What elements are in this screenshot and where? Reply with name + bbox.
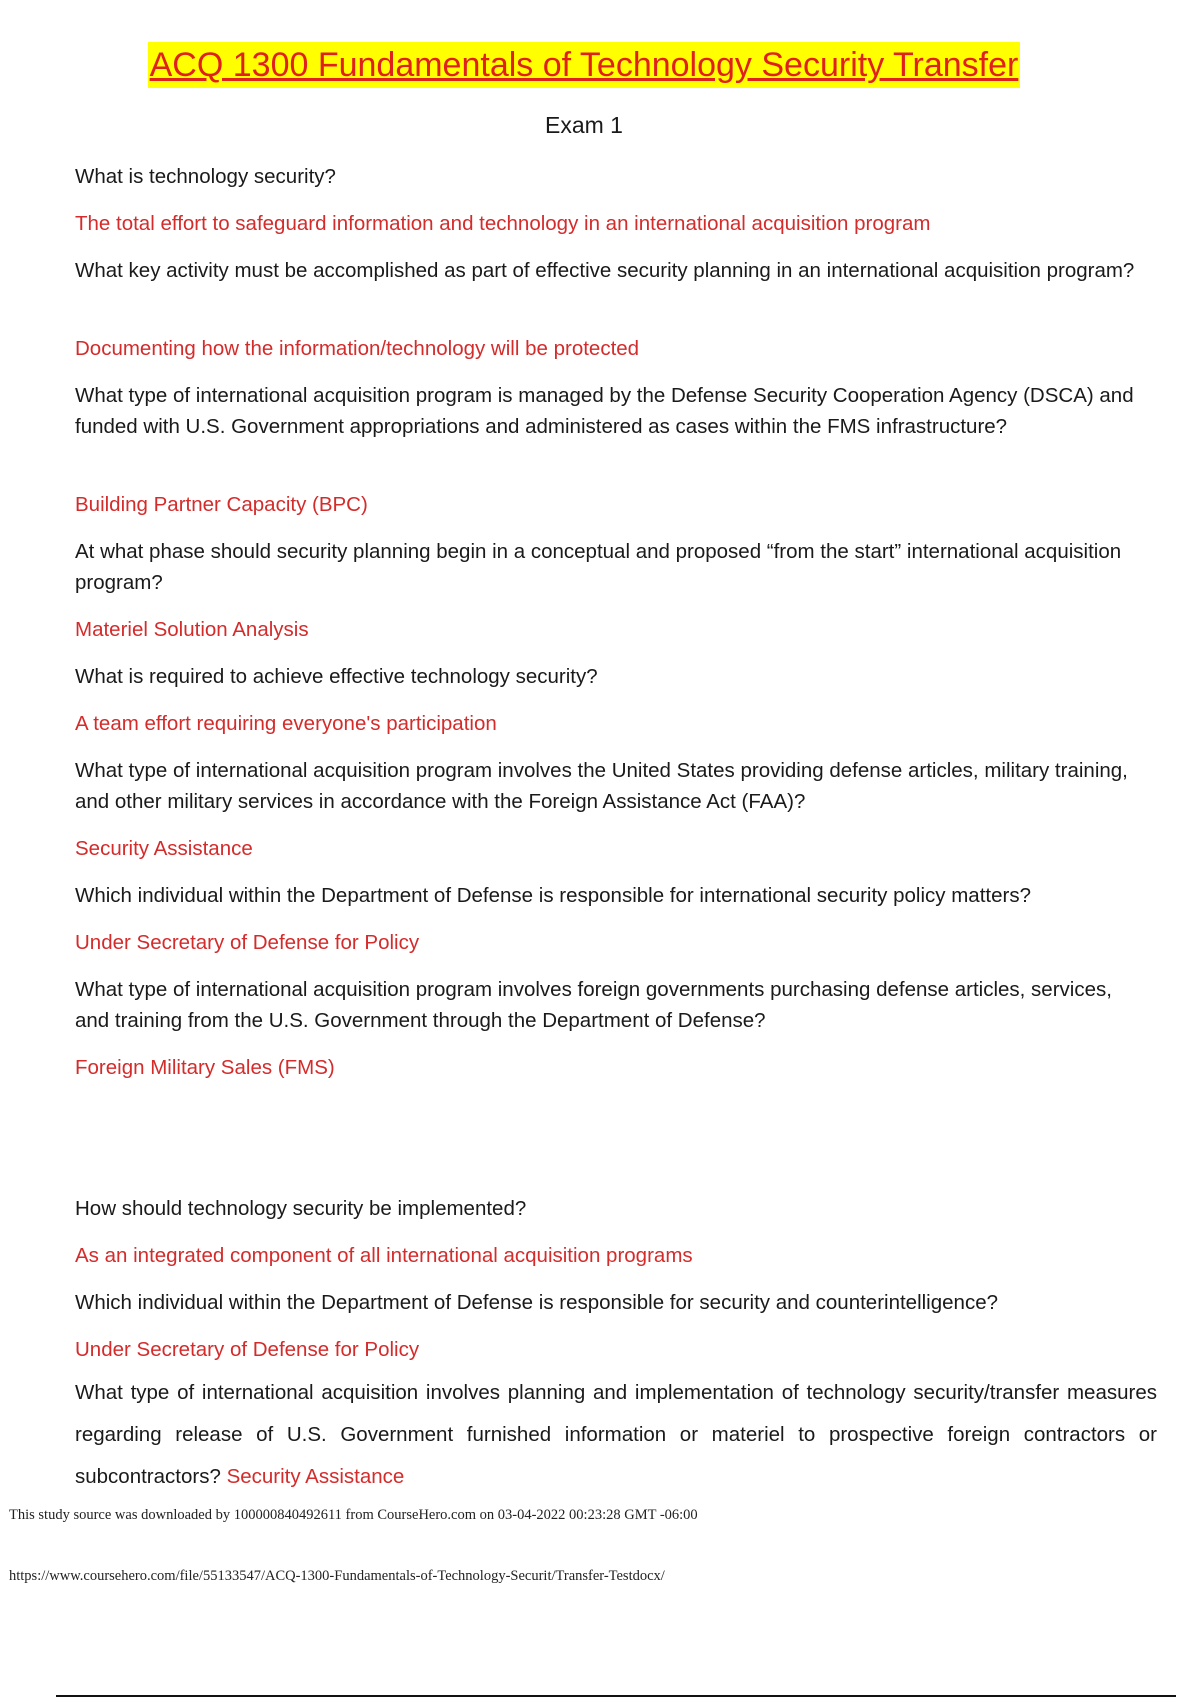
answer-text: As an integrated component of all international acquisition programs <box>75 1244 693 1267</box>
qa-item <box>75 880 1145 911</box>
qa-item <box>75 833 1145 864</box>
qa-item <box>75 1372 1157 1498</box>
qa-item <box>75 974 1145 1036</box>
answer-text: A team effort requiring everyone's participation <box>75 712 497 735</box>
answer-text: Building Partner Capacity (BPC) <box>75 493 368 516</box>
answer-text: Security Assistance <box>226 1465 405 1488</box>
question-text: What is technology security? <box>75 165 336 188</box>
qa-item <box>75 1240 1145 1271</box>
answer-text: Documenting how the information/technology will be protected <box>75 337 640 360</box>
bottom-rule <box>56 1695 1176 1697</box>
question-text: What type of international acquisition program involves the United States providing defense articles, military training, and other military services in accordance with the Foreign Assistance Act (FAA)? <box>75 759 1128 813</box>
qa-item <box>75 1052 1145 1083</box>
qa-item <box>75 1334 1145 1365</box>
qa-item <box>75 489 1145 520</box>
qa-item <box>75 255 1145 286</box>
question-text: Which individual within the Department of Defense is responsible for international security policy matters? <box>75 884 1031 907</box>
answer-text: The total effort to safeguard information and technology in an international acquisition program <box>75 212 931 235</box>
question-text: What key activity must be accomplished as part of effective security planning in an international acquisition program? <box>75 259 1135 282</box>
question-text: What type of international acquisition program involves foreign governments purchasing defense articles, services, and training from the U.S. Government through the Department of Defense? <box>75 978 1112 1032</box>
qa-item <box>75 380 1145 442</box>
qa-item <box>75 708 1145 739</box>
qa-item <box>75 661 1145 692</box>
answer-text: Under Secretary of Defense for Policy <box>75 931 420 954</box>
qa-item <box>75 208 1145 239</box>
question-text: How should technology security be implemented? <box>75 1197 527 1220</box>
qa-item <box>75 755 1145 817</box>
document-title: ACQ 1300 Fundamentals of Technology Security Transfer <box>148 42 1021 88</box>
qa-item <box>75 161 1145 192</box>
title-container <box>0 42 1168 88</box>
qa-item <box>75 536 1145 598</box>
question-text: What type of international acquisition involves planning and implementation of technology security/transfer measures regarding release of U.S. Government furnished information or materiel to prospective foreign contractors or subcontractors? <box>75 1381 1157 1488</box>
question-text: Which individual within the Department of Defense is responsible for security and counterintelligence? <box>75 1291 998 1314</box>
qa-item <box>75 1287 1145 1318</box>
question-text: At what phase should security planning begin in a conceptual and proposed “from the start” international acquisition program? <box>75 540 1122 594</box>
qa-item <box>75 333 1145 364</box>
qa-item <box>75 927 1145 958</box>
answer-text: Security Assistance <box>75 837 253 860</box>
qa-item <box>75 614 1145 645</box>
answer-text: Under Secretary of Defense for Policy <box>75 1338 420 1361</box>
question-text: What is required to achieve effective technology security? <box>75 665 598 688</box>
question-with-inline-answer <box>75 1372 1157 1498</box>
qa-item <box>75 1193 1145 1224</box>
answer-text: Materiel Solution Analysis <box>75 618 309 641</box>
download-note: This study source was downloaded by 100000840492611 from CourseHero.com on 03-04-2022 00:23:28 GMT -06:00 <box>9 1507 698 1523</box>
question-text: What type of international acquisition program is managed by the Defense Security Cooperation Agency (DSCA) and funded with U.S. Government appropriations and administered as cases within the FMS infrastructure? <box>75 384 1134 438</box>
document-subtitle: Exam 1 <box>545 112 623 138</box>
answer-text: Foreign Military Sales (FMS) <box>75 1056 335 1079</box>
source-url: https://www.coursehero.com/file/55133547/ACQ-1300-Fundamentals-of-Technology-Securit/Transfer-Testdocx/ <box>9 1568 665 1584</box>
